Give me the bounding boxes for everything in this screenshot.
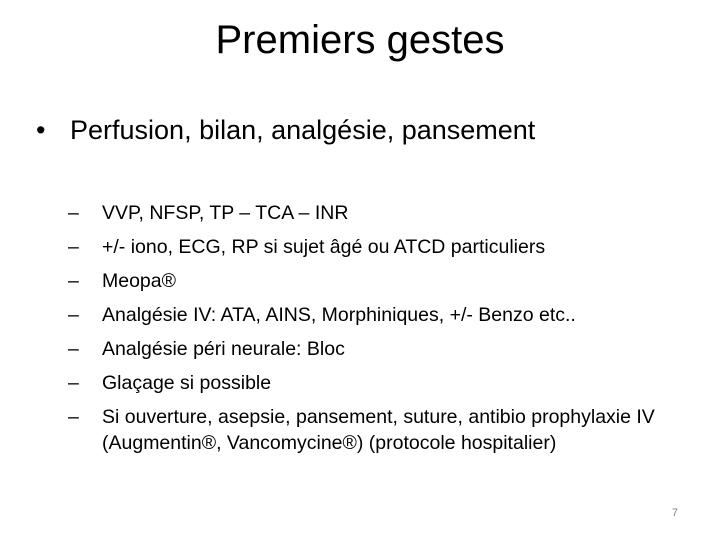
slide-title: Premiers gestes xyxy=(215,18,505,62)
dash-icon: – xyxy=(68,202,79,224)
sub-bullet-list xyxy=(68,200,668,464)
sub-bullet-item xyxy=(68,302,668,328)
sub-bullet-item xyxy=(68,268,668,294)
sub-bullet-text: Meopa® xyxy=(102,270,176,292)
dash-icon: – xyxy=(68,304,79,326)
dash-icon: – xyxy=(68,372,79,394)
sub-bullet-text: Analgésie IV: ATA, AINS, Morphiniques, +/- Benzo etc.. xyxy=(102,304,576,326)
dash-icon: – xyxy=(68,406,79,428)
dash-icon: – xyxy=(68,236,79,258)
dash-icon: – xyxy=(68,270,79,292)
sub-bullet-text: Analgésie péri neurale: Bloc xyxy=(102,338,345,360)
sub-bullet-text: VVP, NFSP, TP – TCA – INR xyxy=(102,202,349,224)
sub-bullet-item xyxy=(68,336,668,362)
page-number: 7 xyxy=(671,507,678,519)
main-bullet-text: Perfusion, bilan, analgésie, pansement xyxy=(70,115,536,145)
sub-bullet-text: +/- iono, ECG, RP si sujet âgé ou ATCD particuliers xyxy=(102,236,546,258)
sub-bullet-item xyxy=(68,404,668,456)
sub-bullet-text: Si ouverture, asepsie, pansement, suture, antibio prophylaxie IV (Augmentin®, Vancomycine®) (protocole hospitalier) xyxy=(102,406,655,454)
sub-bullet-item xyxy=(68,370,668,396)
bullet-icon: • xyxy=(36,115,46,145)
sub-bullet-item xyxy=(68,234,668,260)
main-bullet xyxy=(36,112,696,148)
sub-bullet-text: Glaçage si possible xyxy=(102,372,272,394)
dash-icon: – xyxy=(68,338,79,360)
sub-bullet-item xyxy=(68,200,668,226)
